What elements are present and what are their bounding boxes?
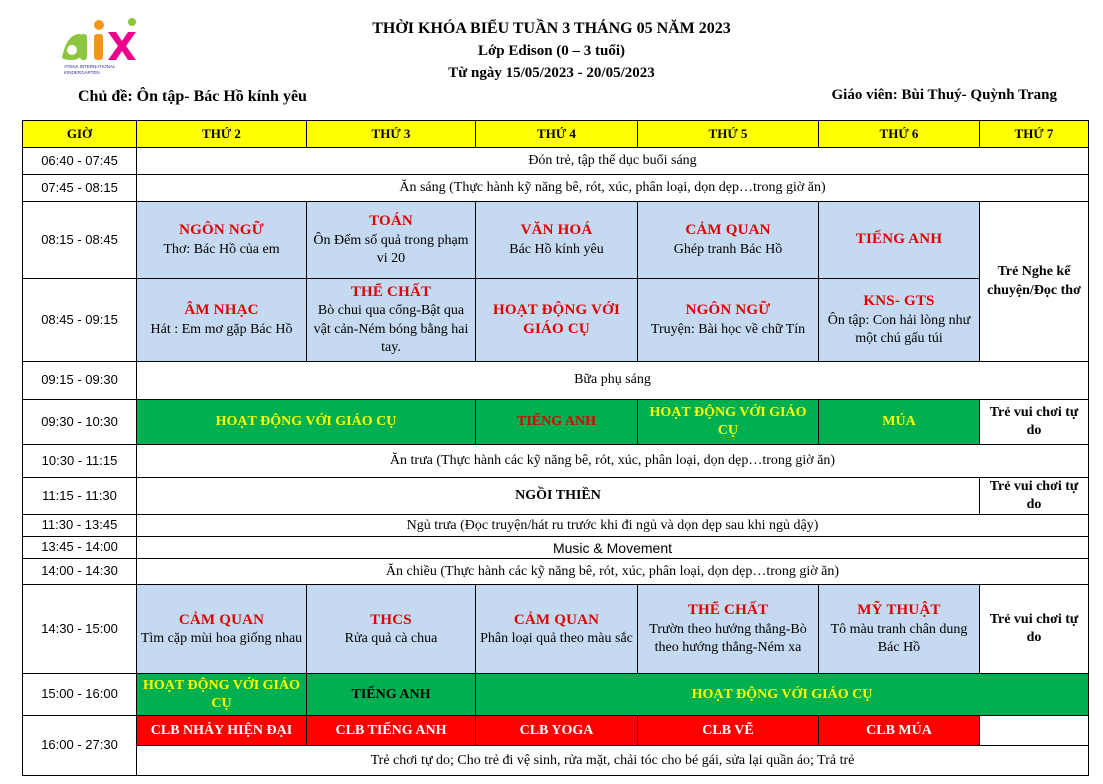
schedule-title: THỜI KHÓA BIỂU TUẦN 3 THÁNG 05 NĂM 2023	[372, 20, 731, 37]
activity-cell: HOẠT ĐỘNG VỚI GIÁO CỤ	[137, 400, 476, 445]
lesson-cell	[137, 585, 307, 674]
lesson-detail: Ôn Đếm số quả trong phạm vi 20	[313, 232, 469, 266]
lesson-cell	[307, 585, 476, 674]
club-cell: CLB NHẢY HIỆN ĐẠI	[137, 716, 307, 746]
table-row	[23, 279, 1089, 362]
col-header-thu: THỨ 5	[638, 121, 819, 148]
activity-cell: TIẾNG ANH	[307, 674, 476, 716]
subject-label: CẢM QUAN	[178, 611, 265, 628]
lesson-detail: Phân loại quả theo màu sắc	[480, 631, 633, 647]
lesson-cell	[307, 202, 476, 279]
lesson-cell	[819, 202, 980, 279]
lesson-detail: Hát : Em mơ gặp Bác Hồ	[150, 321, 293, 337]
time-cell: 09:30 - 10:30	[23, 400, 137, 445]
subject-label: NGÔN NGỮ	[685, 302, 771, 319]
subject-label: CẢM QUAN	[513, 611, 600, 628]
table-row	[23, 559, 1089, 585]
saturday-activity: Trẻ vui chơi tự do	[980, 478, 1089, 515]
activity-cell: HOẠT ĐỘNG VỚI GIÁO CỤ	[137, 674, 307, 716]
activity-cell: NGỒI THIỀN	[137, 478, 980, 515]
class-line: Lớp Edison (0 – 3 tuổi)	[477, 43, 626, 59]
lesson-detail: Ghép tranh Bác Hồ	[673, 241, 783, 257]
table-row	[23, 716, 1089, 746]
table-row	[23, 746, 1089, 776]
col-header-sat: THỨ 7	[980, 121, 1089, 148]
lesson-detail: Bò chui qua cổng-Bật qua vật cản-Ném bóng bằng hai tay.	[313, 303, 469, 355]
time-cell: 10:30 - 11:15	[23, 445, 137, 478]
subject-label: NGÔN NGỮ	[179, 222, 264, 239]
table-row	[23, 400, 1089, 445]
time-cell: 15:00 - 16:00	[23, 674, 137, 716]
timetable	[22, 120, 1089, 776]
table-row	[23, 148, 1089, 175]
activity-cell: Ăn chiều (Thực hành các kỹ năng bê, rót, xúc, phân loại, dọn dẹp…trong giờ ăn)	[137, 559, 1089, 585]
header-row	[23, 121, 1089, 148]
lesson-cell	[819, 585, 980, 674]
col-header-wed: THỨ 4	[476, 121, 638, 148]
activity-cell: Trẻ chơi tự do; Cho trẻ đi vệ sinh, rửa mặt, chải tóc cho bé gái, sửa lại quần áo; Trả trẻ	[137, 746, 1089, 776]
lesson-detail: Tìm cặp mùi hoa giống nhau	[140, 631, 303, 647]
teacher-label: Giáo viên: Bùi Thuý- Quỳnh Trang	[831, 87, 1057, 103]
table-row	[23, 515, 1089, 537]
subject-label: HOẠT ĐỘNG VỚI GIÁO CỤ	[492, 301, 621, 337]
table-row	[23, 537, 1089, 559]
lesson-detail: Ôn tập: Con hải lòng như một chú gấu túi	[827, 312, 971, 346]
col-header-time: GIỜ	[23, 121, 137, 148]
activity-cell: Ngủ trưa (Đọc truyện/hát ru trước khi đi ngủ và dọn dẹp sau khi ngủ dậy)	[137, 515, 1089, 537]
subject-label: KNS- GTS	[863, 293, 935, 310]
table-row	[23, 175, 1089, 202]
activity-cell: HOẠT ĐỘNG VỚI GIÁO CỤ	[638, 400, 819, 445]
table-row	[23, 585, 1089, 674]
table-row	[23, 478, 1089, 515]
subject-label: TOÁN	[369, 213, 413, 230]
saturday-activity: Trẻ Nghe kể chuyện/Đọc thơ	[980, 202, 1089, 362]
lesson-cell	[638, 585, 819, 674]
time-cell: 08:45 - 09:15	[23, 279, 137, 362]
time-cell: 13:45 - 14:00	[23, 537, 137, 559]
lesson-detail: Truyện: Bài học về chữ Tín	[650, 321, 806, 337]
activity-cell: Ăn sáng (Thực hành kỹ năng bê, rót, xúc, phân loại, dọn dẹp…trong giờ ăn)	[137, 175, 1089, 202]
time-cell: 16:00 - 27:30	[23, 716, 137, 776]
time-cell: 14:00 - 14:30	[23, 559, 137, 585]
time-cell: 08:15 - 08:45	[23, 202, 137, 279]
lesson-cell	[476, 585, 638, 674]
lesson-cell	[638, 202, 819, 279]
subject-label: THỂ CHẤT	[687, 602, 769, 619]
subject-label: VĂN HOÁ	[520, 222, 593, 239]
svg-text:KINDERGARTEN: KINDERGARTEN	[64, 70, 100, 75]
time-cell: 06:40 - 07:45	[23, 148, 137, 175]
lesson-cell	[137, 202, 307, 279]
subject-label: THCS	[370, 611, 412, 628]
lesson-cell	[819, 279, 980, 362]
activity-cell: Đón trẻ, tập thể dục buổi sáng	[137, 148, 1089, 175]
lesson-detail: Thơ: Bác Hồ của em	[163, 241, 280, 257]
table-row	[23, 674, 1089, 716]
subject-label: MỸ THUẬT	[857, 602, 941, 619]
lesson-detail: Trườn theo hướng thẳng-Bò theo hướng thẳng-Ném xa	[649, 621, 807, 656]
activity-cell: TIẾNG ANH	[476, 400, 638, 445]
activity-cell: MÚA	[819, 400, 980, 445]
activity-cell: Bữa phụ sáng	[137, 362, 1089, 400]
activity-cell: Ăn trưa (Thực hành các kỹ năng bê, rót, xúc, phân loại, dọn dẹp…trong giờ ăn)	[137, 445, 1089, 478]
col-header-fri: THỨ 6	[819, 121, 980, 148]
col-header-mon: THỨ 2	[137, 121, 307, 148]
date-range: Từ ngày 15/05/2023 - 20/05/2023	[448, 65, 655, 81]
table-row	[23, 202, 1089, 279]
lesson-cell	[476, 279, 638, 362]
subject-label: THỂ CHẤT	[350, 283, 432, 300]
time-cell: 09:15 - 09:30	[23, 362, 137, 400]
lesson-cell	[137, 279, 307, 362]
lesson-detail: Rửa quả cà chua	[344, 631, 438, 647]
activity-cell: HOẠT ĐỘNG VỚI GIÁO CỤ	[476, 674, 1089, 716]
col-header-tue: THỨ 3	[307, 121, 476, 148]
time-cell: 11:30 - 13:45	[23, 515, 137, 537]
topic-label: Chủ đề: Ôn tập- Bác Hồ kính yêu	[78, 88, 307, 105]
table-row	[23, 362, 1089, 400]
subject-label: TIẾNG ANH	[855, 231, 943, 248]
lesson-cell	[307, 279, 476, 362]
lesson-cell	[476, 202, 638, 279]
empty-cell	[980, 716, 1089, 746]
club-cell: CLB VẼ	[638, 716, 819, 746]
club-cell: CLB YOGA	[476, 716, 638, 746]
club-cell: CLB TIẾNG ANH	[307, 716, 476, 746]
club-cell: CLB MÚA	[819, 716, 980, 746]
saturday-activity: Trẻ vui chơi tự do	[980, 585, 1089, 674]
lesson-cell	[638, 279, 819, 362]
subject-label: CẢM QUAN	[685, 222, 771, 239]
table-row	[23, 445, 1089, 478]
time-cell: 11:15 - 11:30	[23, 478, 137, 515]
subject-label: ÂM NHẠC	[184, 302, 259, 319]
time-cell: 07:45 - 08:15	[23, 175, 137, 202]
lesson-detail: Tô màu tranh chân dung Bác Hồ	[830, 621, 968, 656]
lesson-detail: Bác Hồ kính yêu	[509, 241, 604, 257]
activity-cell: Music & Movement	[137, 537, 1089, 559]
svg-text:ATENA INTERNATIONAL: ATENA INTERNATIONAL	[64, 64, 116, 69]
time-cell: 14:30 - 15:00	[23, 585, 137, 674]
saturday-activity: Trẻ vui chơi tự do	[980, 400, 1089, 445]
